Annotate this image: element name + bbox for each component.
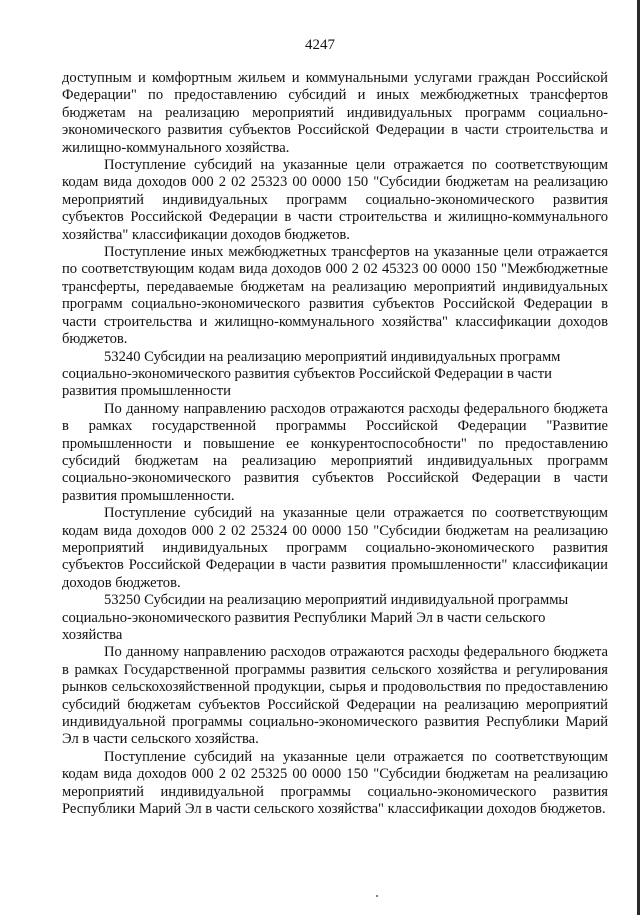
- scan-speck: [376, 895, 378, 897]
- paragraph-expenses-agriculture: По данному направлению расходов отражаются расходы федерального бюджета в рамках Государственной программы развития сельского хозяйства и регулирования рынков сельскохозяйственной продукции, сырья и продовольствия по предоставлению субсидий бюджетам субъектов Российской Федерации на реализацию мероприятий индивидуальной программы социально-экономического развития Республики Марий Эл в части сельского хозяйства.: [62, 644, 608, 748]
- paragraph-transfer-revenue-construction: Поступление иных межбюджетных трансфертов на указанные цели отражается по соответствующим кодам вида доходов 000 2 02 45323 00 0000 150 "Межбюджетные трансферты, передаваемые бюджетам на реализацию мероприятий индивидуальных программ социально-экономического развития субъектов Российской Федерации в части строительства и жилищно-коммунального хозяйства" классификации доходов бюджетов.: [62, 244, 608, 348]
- paragraph-subsidy-revenue-industry: Поступление субсидий на указанные цели отражается по соответствующим кодам вида доходов 000 2 02 25324 00 0000 150 "Субсидии бюджетам на реализацию мероприятий индивидуальных программ социально-экономического развития субъектов Российской Федерации в части развития промышленности" классификации доходов бюджетов.: [62, 505, 608, 591]
- section-heading-53250: 53250 Субсидии на реализацию мероприятий индивидуальной программы социально-экономического развития Республики Марий Эл в части сельского хозяйства: [62, 592, 569, 643]
- paragraph-continuation: доступным и комфортным жильем и коммунальными услугами граждан Российской Федерации" по предоставлению субсидий и иных межбюджетных трансфертов бюджетам на реализацию мероприятий индивидуальных программ социально-экономического развития субъектов Российской Федерации в части строительства и жилищно-коммунального хозяйства.: [62, 70, 608, 156]
- section-heading-53240: 53240 Субсидии на реализацию мероприятий индивидуальных программ социально-экономического развития субъектов Российской Федерации в части развития промышленности: [62, 348, 561, 400]
- page-number: 4247: [305, 37, 335, 53]
- document-body: [62, 70, 608, 818]
- paragraph-expenses-industry: По данному направлению расходов отражаются расходы федерального бюджета в рамках государственной программы Российской Федерации "Развитие промышленности и повышение ее конкурентоспособности" по предоставлению субсидий бюджетам на реализацию мероприятий индивидуальных программ социально-экономического развития субъектов Российской Федерации в части развития промышленности.: [62, 400, 608, 504]
- paragraph-subsidy-revenue-construction: Поступление субсидий на указанные цели отражается по соответствующим кодам вида доходов 000 2 02 25323 00 0000 150 "Субсидии бюджетам на реализацию мероприятий индивидуальных программ социально-экономического развития субъектов Российской Федерации в части строительства и жилищно-коммунального хозяйства" классификации доходов бюджетов.: [62, 157, 608, 243]
- paragraph-subsidy-revenue-agriculture: Поступление субсидий на указанные цели отражается по соответствующим кодам вида доходов 000 2 02 25325 00 0000 150 "Субсидии бюджетам на реализацию мероприятий индивидуальной программы социально-экономического развития Республики Марий Эл в части сельского хозяйства" классификации доходов бюджетов.: [62, 748, 608, 818]
